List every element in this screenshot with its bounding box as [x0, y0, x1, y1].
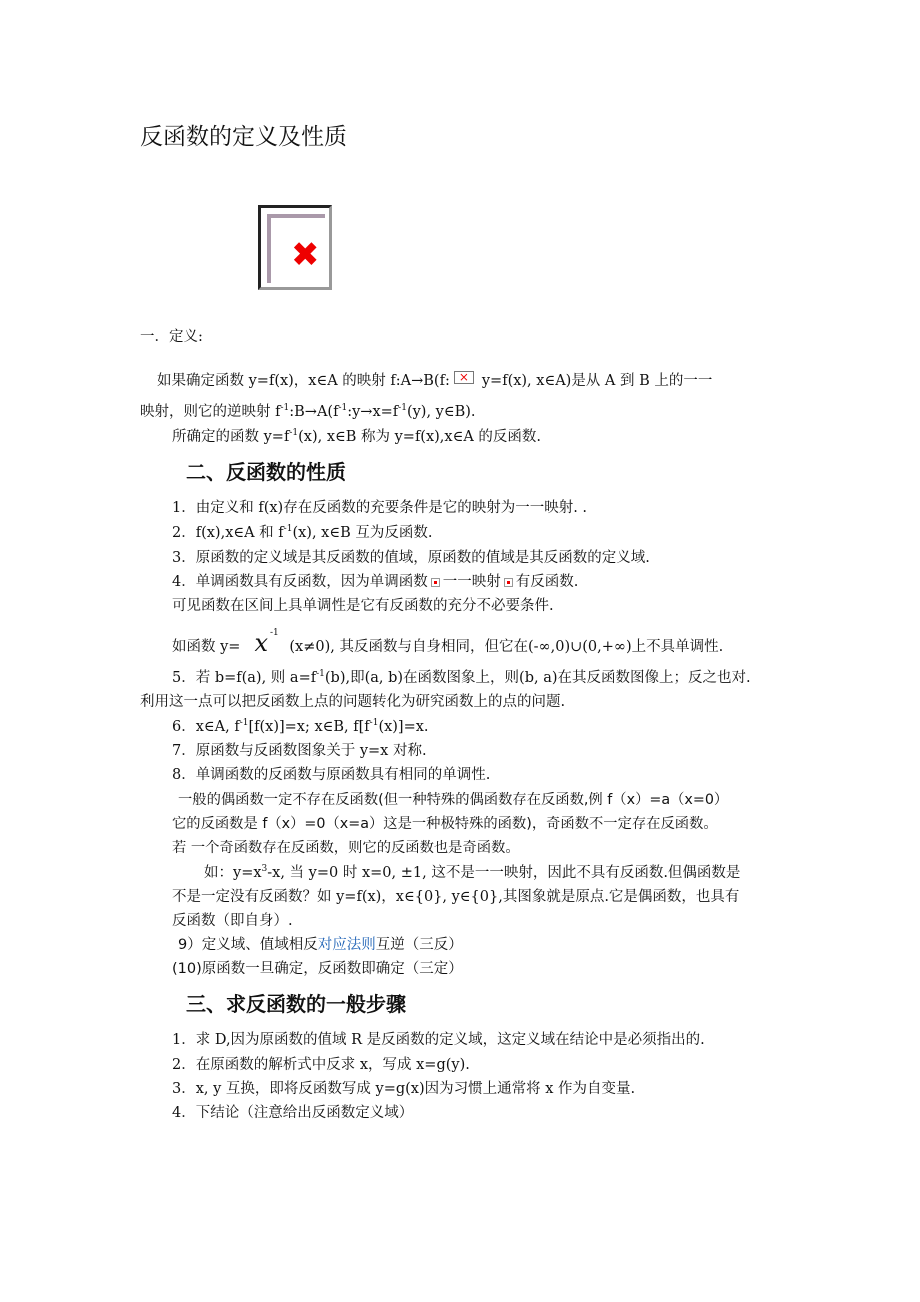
list-item: 7．原函数与反函数图象关于 y=x 对称. [172, 743, 427, 759]
link-correspondence-rule[interactable]: 对应法则 [317, 937, 376, 953]
broken-image-icon [431, 578, 440, 587]
list-item: 6．x∈A, $f^{-1}[f(x)]=x$; x∈B, $f[f^{-1}(x)]=x$. [172, 718, 429, 735]
list-item: 3．原函数的定义域是其反函数的值域，原函数的值域是其反函数的定义域. [172, 550, 650, 566]
list-item: 9）定义域、值域相反对应法则互逆（三反） [178, 937, 463, 953]
section-heading-definition: 一．定义: [140, 329, 203, 345]
paragraph-line: 利用这一点可以把反函数上点的问题转化为研究函数上的点的问题. [140, 694, 566, 710]
list-item: (10)原函数一旦确定，反函数即确定（三定） [172, 961, 463, 977]
paragraph-line: 不是一定没有反函数？如 y=f(x)，x∈{0}, y∈{0},其图象就是原点.它是偶函数，也具有 [172, 889, 740, 905]
paragraph-line: 所确定的函数 $y=f^{-1}(x)$, x∈B 称为 y=f(x),x∈A 的反函数. [172, 428, 542, 445]
broken-image-icon: ✖ [258, 205, 332, 290]
list-item: 2．在原函数的解析式中反求 x，写成 x=g(y). [172, 1057, 470, 1073]
list-item: 4．单调函数具有反函数，因为单调函数 一一映射 有反函数. [172, 574, 579, 590]
paragraph-line: 若 一个奇函数存在反函数，则它的反函数也是奇函数。 [172, 840, 520, 856]
section-heading-steps: 三、求反函数的一般步骤 [186, 992, 406, 1016]
list-item: 2．f(x),x∈A 和 $f^{-1}(x)$, x∈B 互为反函数. [172, 524, 433, 541]
list-item: 5．若 b=f(a), 则 $a=f^{-1}(b)$,即(a, b)在函数图象上，则(b, a)在其反函数图像上；反之也对. [172, 669, 751, 686]
broken-image-icon [504, 578, 513, 587]
broken-image-icon [454, 371, 474, 384]
paragraph-line: 它的反函数是 f（x）=0（x=a）这是一种极特殊的函数)，奇函数不一定存在反函数。 [172, 816, 718, 832]
paragraph-line: 映射，则它的逆映射 $f^{-1}:B\to A(f^{-1}:y\to x=f^{-1}(y)$, y∈B). [140, 403, 476, 420]
paragraph-line: 一般的偶函数一定不存在反函数(但一种特殊的偶函数存在反函数,例 f（x）=a（x=0） [178, 792, 729, 808]
paragraph-line: 反函数（即自身）. [172, 913, 293, 929]
paragraph-line: 如：$y=x^3-x$, 当 y=0 时 x=0, ±1, 这不是一一映射，因此不具有反函数.但偶函数是 [204, 864, 741, 881]
list-item: 4．下结论（注意给出反函数定义域） [172, 1105, 414, 1121]
list-item: 1．由定义和 f(x)存在反函数的充要条件是它的映射为一一映射. . [172, 500, 588, 516]
paragraph-line: 如果确定函数 y=f(x)，x∈A 的映射 f:A→B(f:× y=f(x), x∈A)是从 A 到 B 上的一一 [157, 371, 712, 391]
paragraph-line: 可见函数在区间上具单调性是它有反函数的充分不必要条件. [172, 598, 554, 614]
list-item: 8．单调函数的反函数与原函数具有相同的单调性. [172, 767, 491, 783]
section-heading-properties: 二、反函数的性质 [186, 460, 346, 484]
list-item: 3．x, y 互换，即将反函数写成 y=g(x)因为习惯上通常将 x 作为自变量. [172, 1081, 636, 1097]
list-item: 1．求 D,因为原函数的值域 R 是反函数的定义域，这定义域在结论中是必须指出的. [172, 1032, 705, 1048]
example-line: 如函数 y= x $^{-1}$ (x≠0), 其反函数与自身相同，但它在(-∞,0)∪(0,+∞)上不具单调性. [172, 628, 724, 657]
document-title: 反函数的定义及性质 [140, 124, 347, 150]
